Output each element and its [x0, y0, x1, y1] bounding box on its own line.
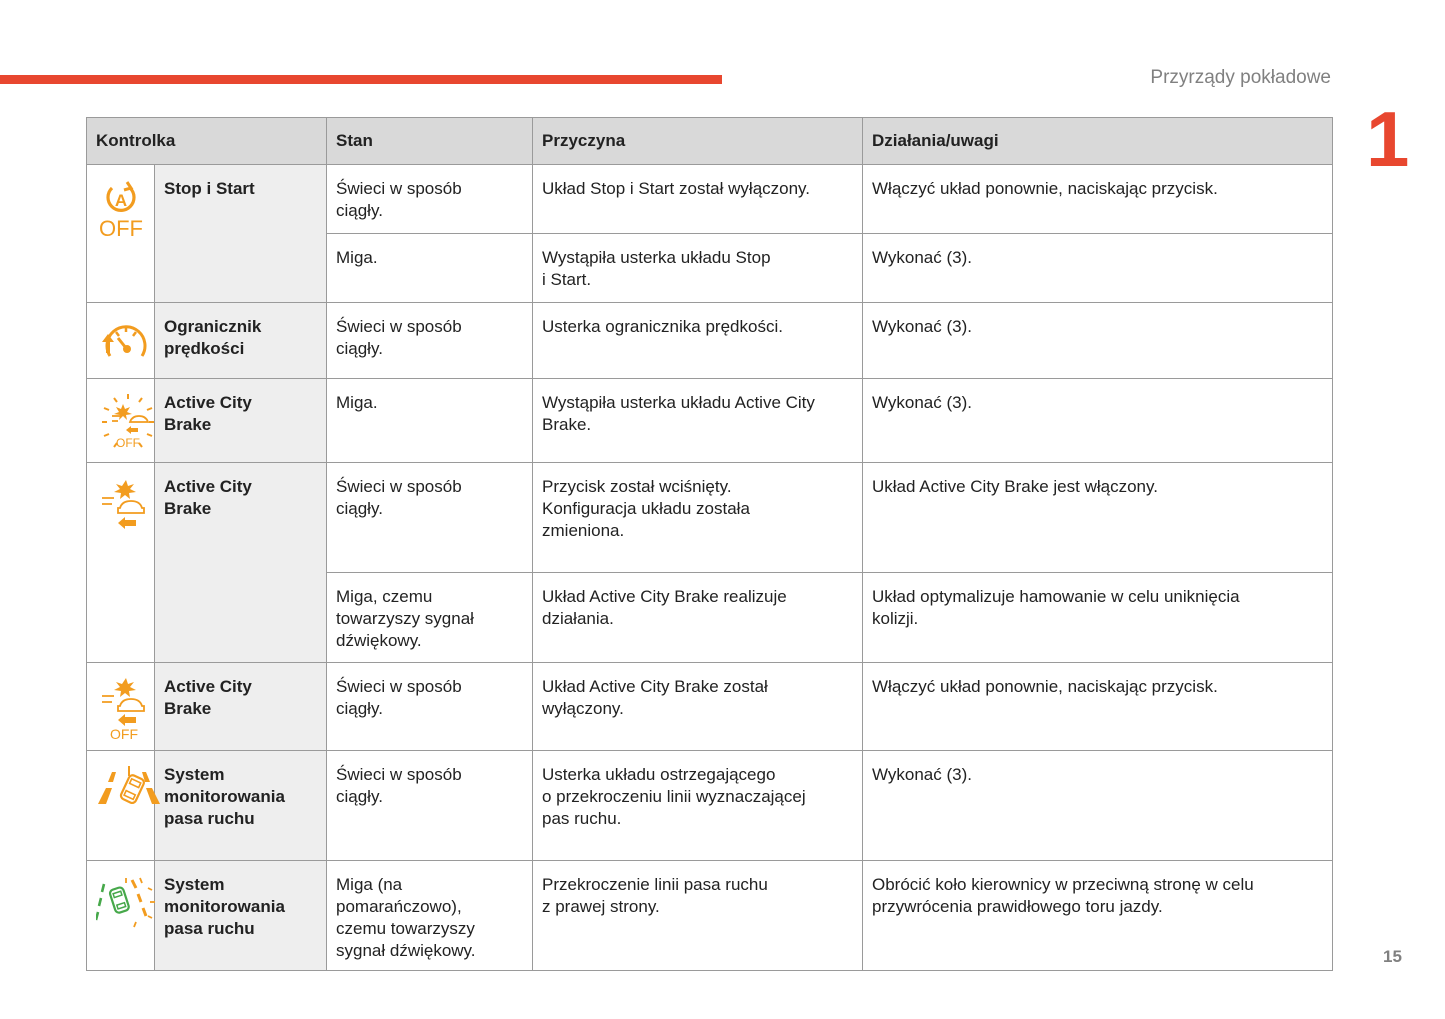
stop-start-off-icon [87, 165, 155, 303]
table-row [87, 463, 1333, 573]
lane-departure-right-icon [87, 861, 155, 971]
action-cell: Wykonać (3). [863, 234, 1333, 303]
warning-name-active-city-brake-off: Active City Brake [155, 663, 327, 751]
chapter-number: 1 [1366, 95, 1410, 183]
warning-name-speed-limiter: Ogranicznik prędkości [155, 303, 327, 379]
cause-cell: Przekroczenie linii pasa ruchu z prawej strony. [533, 861, 863, 971]
table-row [87, 379, 1333, 463]
state-cell: Świeci w sposób ciągły. [327, 663, 533, 751]
cause-cell: Układ Stop i Start został wyłączony. [533, 165, 863, 234]
state-cell: Miga, czemu towarzyszy sygnał dźwiękowy. [327, 573, 533, 663]
state-cell: Świeci w sposób ciągły. [327, 463, 533, 573]
state-cell: Miga (na pomarańczowo), czemu towarzyszy sygnał dźwiękowy. [327, 861, 533, 971]
action-cell: Układ optymalizuje hamowanie w celu uniknięcia kolizji. [863, 573, 1333, 663]
state-cell: Miga. [327, 234, 533, 303]
svg-text:OFF: OFF [116, 436, 140, 450]
action-cell: Obrócić koło kierownicy w przeciwną stronę w celu przywrócenia prawidłowego toru jazdy. [863, 861, 1333, 971]
header-accent-bar [0, 75, 722, 84]
action-cell: Wykonać (3). [863, 303, 1333, 379]
cause-cell: Układ Active City Brake realizuje działania. [533, 573, 863, 663]
table-row [87, 751, 1333, 861]
warning-lights-table [86, 117, 1333, 971]
active-city-brake-fault-icon [87, 379, 155, 463]
state-cell: Świeci w sposób ciągły. [327, 165, 533, 234]
action-cell: Układ Active City Brake jest włączony. [863, 463, 1333, 573]
table-row [87, 861, 1333, 971]
header-przyczyna: Przyczyna [533, 118, 863, 165]
cause-cell: Usterka układu ostrzegającego o przekroczeniu linii wyznaczającej pas ruchu. [533, 751, 863, 861]
table-header-row [87, 118, 1333, 165]
warning-name-lane-departure-right: System monitorowania pasa ruchu [155, 861, 327, 971]
warning-name-active-city-brake: Active City Brake [155, 463, 327, 663]
cause-cell: Usterka ogranicznika prędkości. [533, 303, 863, 379]
warning-name-lane-departure: System monitorowania pasa ruchu [155, 751, 327, 861]
svg-text:OFF: OFF [110, 726, 138, 742]
state-cell: Świeci w sposób ciągły. [327, 751, 533, 861]
state-cell: Świeci w sposób ciągły. [327, 303, 533, 379]
svg-text:OFF: OFF [99, 216, 143, 240]
header-kontrolka: Kontrolka [87, 118, 327, 165]
warning-name-active-city-brake-fault: Active City Brake [155, 379, 327, 463]
section-title: Przyrządy pokładowe [1150, 67, 1331, 88]
action-cell: Wykonać (3). [863, 751, 1333, 861]
cause-cell: Układ Active City Brake został wyłączony. [533, 663, 863, 751]
table-row [87, 303, 1333, 379]
table-row [87, 663, 1333, 751]
action-cell: Włączyć układ ponownie, naciskając przycisk. [863, 165, 1333, 234]
cause-cell: Przycisk został wciśnięty. Konfiguracja układu została zmieniona. [533, 463, 863, 573]
lane-departure-icon [87, 751, 155, 861]
warning-name-stop-start: Stop i Start [155, 165, 327, 303]
action-cell: Włączyć układ ponownie, naciskając przycisk. [863, 663, 1333, 751]
speed-limiter-icon [87, 303, 155, 379]
page-number: 15 [1383, 947, 1402, 966]
active-city-brake-off-icon [87, 663, 155, 751]
table-row [87, 165, 1333, 234]
svg-text:A: A [114, 191, 128, 210]
action-cell: Wykonać (3). [863, 379, 1333, 463]
state-cell: Miga. [327, 379, 533, 463]
header-stan: Stan [327, 118, 533, 165]
cause-cell: Wystąpiła usterka układu Active City Brake. [533, 379, 863, 463]
active-city-brake-icon [87, 463, 155, 663]
cause-cell: Wystąpiła usterka układu Stop i Start. [533, 234, 863, 303]
header-dzialania: Działania/uwagi [863, 118, 1333, 165]
